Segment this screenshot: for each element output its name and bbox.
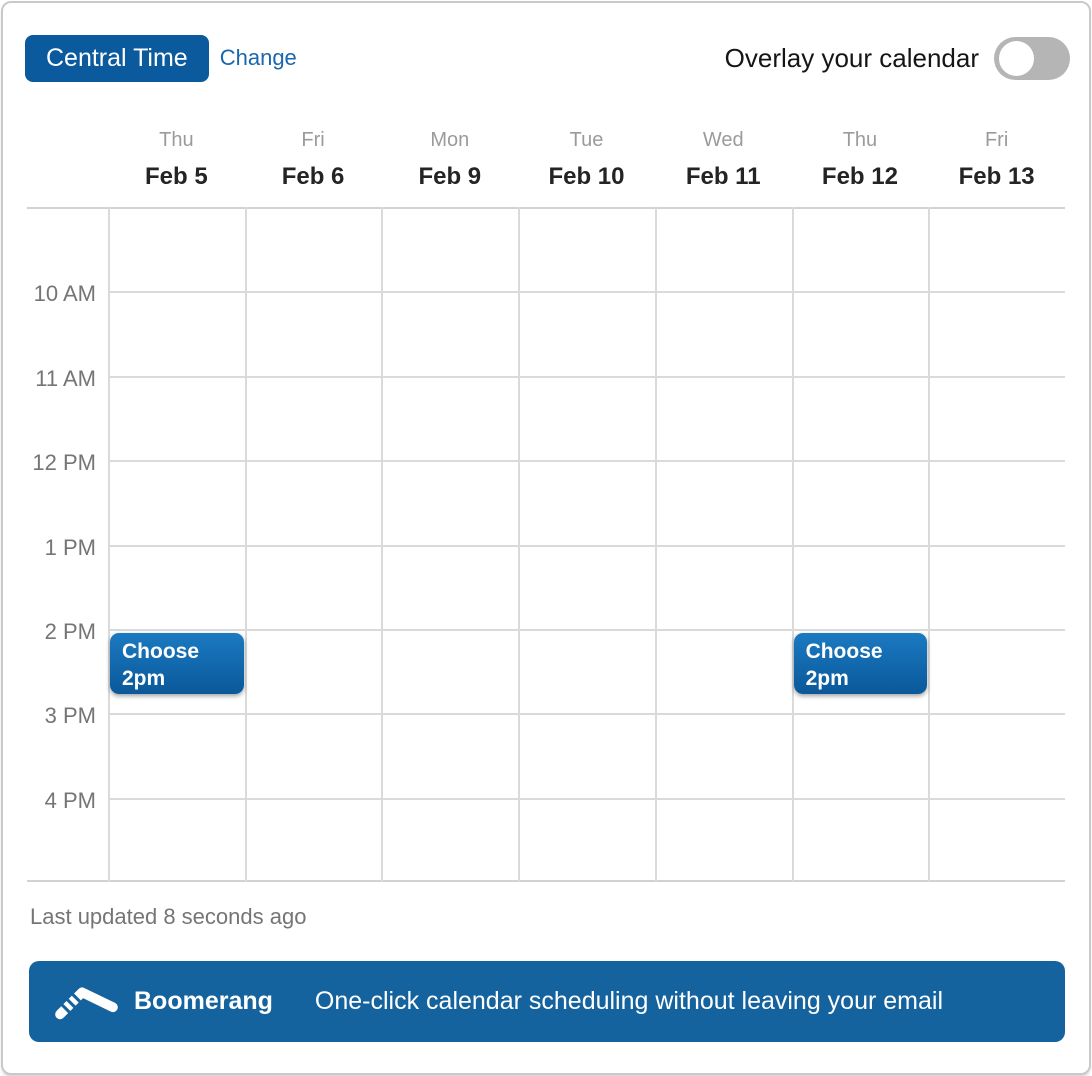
grid-cell [108, 798, 245, 882]
grid-cell [245, 291, 382, 375]
choose-slot-button[interactable] [794, 633, 928, 694]
grid-cell [381, 291, 518, 375]
grid-cell [655, 291, 792, 375]
grid-cell [655, 629, 792, 713]
day-weekday: Fri [301, 129, 325, 151]
slot-label-line2: 2pm [122, 666, 166, 690]
time-label: 11 AM [35, 365, 96, 391]
time-label: 4 PM [44, 787, 96, 813]
grid-cell [792, 207, 929, 291]
time-label: 1 PM [44, 534, 96, 560]
grid-columns [108, 207, 1065, 882]
grid-cell [245, 713, 382, 797]
choose-slot-button[interactable] [110, 633, 244, 694]
change-timezone-link[interactable]: Change [219, 45, 297, 70]
toggle-knob-icon [999, 41, 1034, 76]
grid-cell [381, 713, 518, 797]
grid-cell [245, 376, 382, 460]
grid-cell [655, 460, 792, 544]
grid-cell [518, 207, 655, 291]
day-date: Feb 12 [821, 163, 898, 190]
grid-cell [381, 629, 518, 713]
grid-cell [792, 376, 929, 460]
timezone-group [25, 35, 297, 82]
day-header [381, 129, 518, 191]
grid-cell [928, 629, 1065, 713]
grid-cell [792, 713, 929, 797]
banner-tagline: One-click calendar scheduling without leaving your email [314, 987, 944, 1015]
grid-cell [928, 713, 1065, 797]
grid-cell [518, 376, 655, 460]
grid-cell [518, 291, 655, 375]
grid-cell [381, 545, 518, 629]
grid-cell [108, 291, 245, 375]
grid-cell [518, 545, 655, 629]
grid-cell [928, 798, 1065, 882]
grid-cell [655, 376, 792, 460]
day-header [792, 129, 929, 191]
day-weekday: Wed [702, 129, 744, 151]
day-header [655, 129, 792, 191]
day-weekday: Thu [842, 129, 878, 151]
last-updated-status: Last updated 8 seconds ago [30, 904, 307, 929]
grid-cell [245, 798, 382, 882]
boomerang-banner[interactable] [29, 961, 1065, 1042]
day-header [108, 129, 245, 191]
grid-cell [381, 798, 518, 882]
grid-cell [108, 207, 245, 291]
grid-cell [518, 629, 655, 713]
grid-cell [108, 460, 245, 544]
grid-cell [928, 545, 1065, 629]
grid-cell [381, 376, 518, 460]
grid-cell [108, 713, 245, 797]
grid-cell [655, 207, 792, 291]
calendar [27, 82, 1065, 882]
day-headers-row [108, 82, 1065, 207]
day-date: Feb 10 [548, 163, 625, 190]
grid-cell [381, 207, 518, 291]
time-label: 2 PM [44, 618, 96, 644]
topbar [3, 3, 1089, 82]
grid-cell [518, 713, 655, 797]
grid-cell [245, 460, 382, 544]
grid-cell [381, 460, 518, 544]
grid-cell [245, 545, 382, 629]
day-weekday: Thu [159, 129, 194, 151]
grid-cell [655, 713, 792, 797]
day-header [518, 129, 655, 191]
grid-cell [928, 291, 1065, 375]
slot-label-line2: 2pm [805, 666, 849, 690]
day-date: Feb 5 [145, 163, 208, 190]
grid-cell [245, 629, 382, 713]
day-header [245, 129, 382, 191]
grid-cell [655, 798, 792, 882]
day-date: Feb 9 [418, 163, 482, 190]
grid-cell [792, 460, 929, 544]
grid-cell [928, 376, 1065, 460]
slot-label-line1: Choose [122, 639, 200, 663]
grid-cell [655, 545, 792, 629]
grid-cell [792, 291, 929, 375]
day-weekday: Tue [569, 129, 604, 151]
grid-cell [792, 545, 929, 629]
calendar-grid [27, 207, 1065, 882]
day-weekday: Fri [984, 129, 1009, 151]
grid-cell [108, 545, 245, 629]
grid-cell [792, 798, 929, 882]
day-date: Feb 11 [685, 163, 761, 190]
time-label: 12 PM [32, 450, 96, 476]
day-date: Feb 13 [958, 163, 1035, 190]
grid-cell [928, 207, 1065, 291]
timezone-button[interactable]: Central Time [25, 35, 209, 82]
day-weekday: Mon [430, 129, 470, 151]
overlay-group [725, 37, 1070, 80]
grid-cell [518, 460, 655, 544]
scheduling-widget-card [1, 1, 1091, 1075]
grid-cell [245, 207, 382, 291]
overlay-calendar-label: Overlay your calendar [724, 42, 979, 73]
boomerang-logo-icon [53, 981, 120, 1023]
slot-label-line1: Choose [805, 639, 883, 663]
grid-cell [108, 376, 245, 460]
day-date: Feb 6 [281, 163, 345, 190]
grid-cell [928, 460, 1065, 544]
time-label: 10 AM [33, 281, 96, 307]
overlay-toggle[interactable] [994, 37, 1070, 80]
time-label: 3 PM [44, 703, 96, 729]
grid-cell [518, 798, 655, 882]
banner-brand-name: Boomerang [134, 987, 273, 1015]
day-header [928, 129, 1065, 191]
